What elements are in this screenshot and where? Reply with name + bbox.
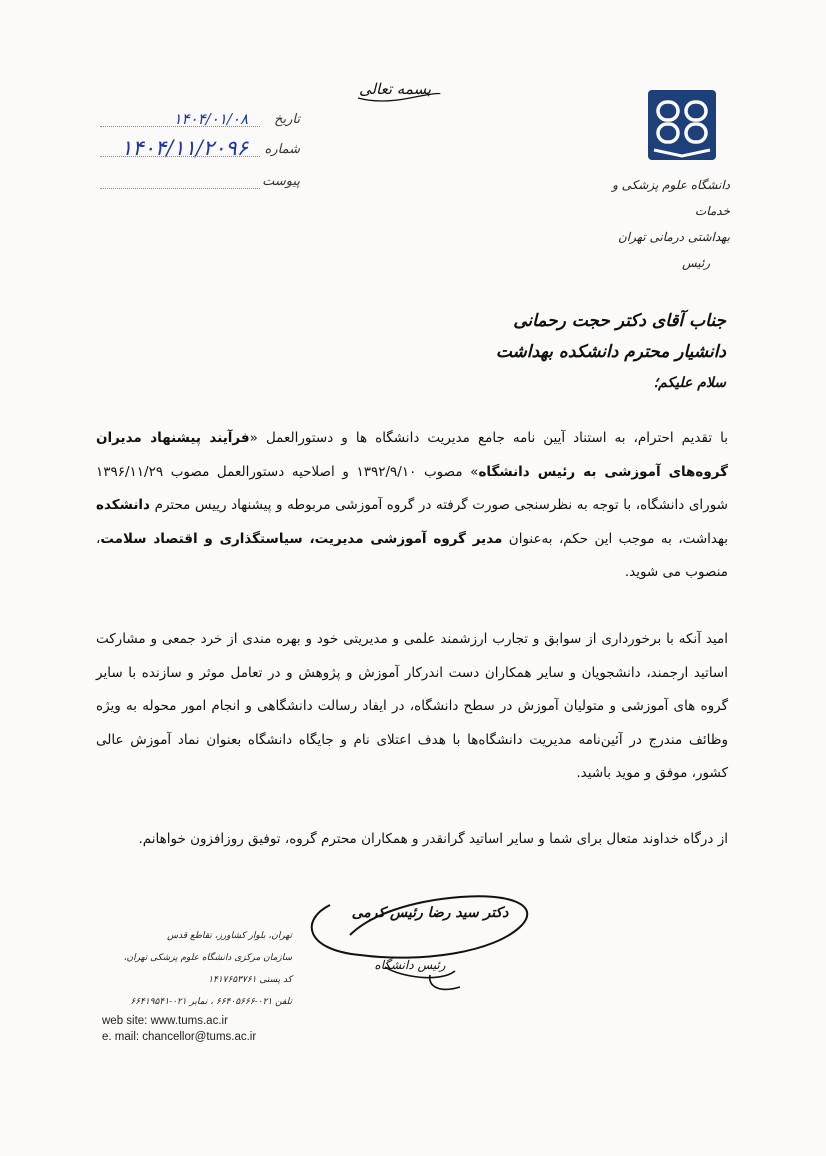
- footer-contact: [102, 925, 292, 1045]
- signature-scribble: [290, 875, 540, 1005]
- p1-bold-faculty: دانشکده: [96, 497, 150, 513]
- date-dotted-line: [100, 126, 260, 127]
- date-label: تاریخ: [274, 112, 300, 127]
- office-title: رئیس: [681, 256, 710, 270]
- university-logo-icon: [648, 90, 716, 160]
- signatory-title: رئیس دانشگاه: [374, 958, 446, 972]
- attachment-label: پیوست: [262, 174, 300, 189]
- p1-part-c: » مصوب ۱۳۹۲/۹/۱۰ و اصلاحیه دستورالعمل مصوب ۱۳۹۶/۱۱/۲۹ شورای دانشگاه، با توجه به نظرسنجی صورت گرفته در گروه آموزشی مربوطه و پیشنهاد رییس محترم: [96, 463, 728, 513]
- addressee-block: [226, 306, 726, 399]
- signatory-name: دکتر سید رضا رئیس کرمی: [351, 905, 509, 921]
- bismillah-text: بسمه تعالی: [358, 80, 432, 98]
- p1-part-e: بهداشت، به موجب این حکم، به‌عنوان: [502, 530, 728, 547]
- footer-email: e. mail: chancellor@tums.ac.ir: [102, 1031, 257, 1043]
- attachment-dotted-line: [100, 188, 260, 189]
- number-label: شماره: [264, 142, 300, 157]
- footer-website: web site: www.tums.ac.ir: [102, 1015, 228, 1027]
- body-paragraph-2: امید آنکه با برخورداری از سوابق و تجارب ارزشمند علمی و مدیریتی خود و بهره مندی از خرد جمعی و مشارکت اساتید ارجمند، دانشجویان و سایر همکاران دست اندرکار آموزش و پژوهش و در تعامل موثر و سازنده با سایر گروه های آموزشی و متولیان آموزش در سطح دانشگاه، در ایفاد رسالت دانشگاهی و انجام امور محوله به ویژه وظائف مندرج در آئین‌نامه مدیریت دانشگاه‌ها با هدف اعتلای نام و جایگاه دانشگاه بعنوان نماد آموزش عالی کشور، موفق و موید باشید.: [96, 631, 728, 781]
- attachment-row: [100, 170, 300, 196]
- university-name-line2: بهداشتی درمانی تهران: [617, 230, 730, 244]
- date-row: [100, 108, 300, 134]
- addressee-name: جناب آقای دکتر حجت رحمانی: [513, 311, 726, 331]
- number-value: ۱۴۰۴/۱۱/۲۰۹۶: [121, 136, 248, 160]
- footer-address-line2: سازمان مرکزی دانشگاه علوم پزشکی تهران،: [123, 953, 292, 963]
- p1-part-g: ، منصوب می شوید.: [96, 530, 728, 580]
- number-row: [100, 138, 300, 164]
- letter-meta: [100, 108, 300, 198]
- footer-address-line1: تهران، بلوار کشاورز، تقاطع قدس: [167, 931, 292, 941]
- addressee-position: دانشیار محترم دانشکده بهداشت: [495, 342, 726, 362]
- university-name-line1: دانشگاه علوم پزشکی و خدمات: [612, 178, 730, 218]
- date-value: ۱۴۰۴/۰۱/۰۸: [173, 110, 248, 128]
- p1-bold-process-title: فرآیند پیشنهاد مدیران گروه‌های آموزشی به رئیس دانشگاه: [96, 430, 728, 480]
- bismillah-calligraphy: [340, 68, 450, 108]
- number-dotted-line: [100, 156, 260, 157]
- footer-postal-code: کد پستی ۱۴۱۷۶۵۳۷۶۱: [208, 975, 292, 985]
- greeting: سلام علیکم؛: [653, 375, 726, 391]
- p1-part-a: با تقدیم احترام، به استناد آیین نامه جامع مدیریت دانشگاه ها و دستورالعمل «: [249, 430, 728, 446]
- body-paragraph-3: از درگاه خداوند متعال برای شما و سایر اساتید گرانقدر و همکاران محترم گروه، توفیق روزافزون خواهانم.: [138, 831, 728, 847]
- footer-phone-fax: تلفن ۰۲۱-۶۶۴۰۵۶۶۶ ، نمابر ۰۲۱-۶۶۴۱۹۵۴۱: [130, 997, 292, 1007]
- university-name: [600, 172, 730, 276]
- p1-bold-appointment: مدیر گروه آموزشی مدیریت، سیاستگذاری و اقتصاد سلامت: [100, 530, 503, 547]
- body-paragraph-1: [96, 422, 728, 590]
